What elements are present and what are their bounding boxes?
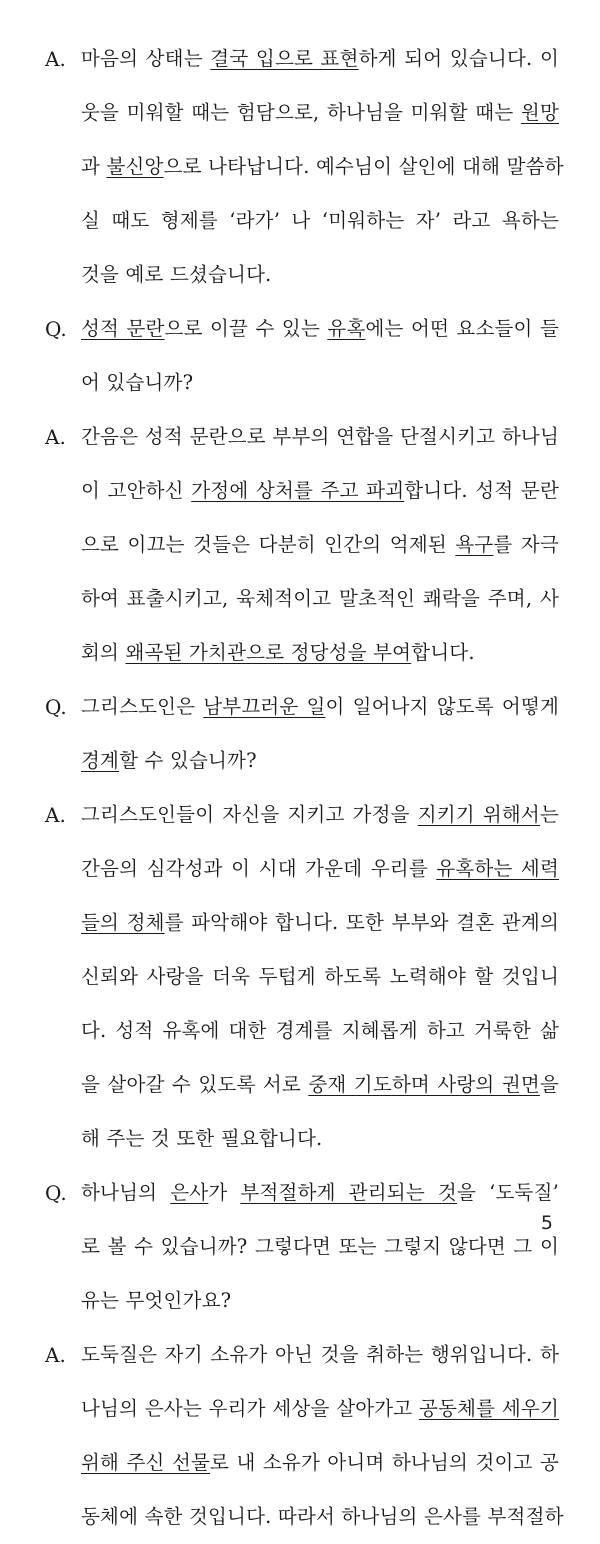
text-segment: 으로 나타납니다. 예수님이 살인에 대해 말씀하 [163,155,564,178]
text-segment: 로 볼 수 있습니까? 그렇다면 또는 그렇지 않다면 그 이 [81,1235,559,1258]
page-number: 5 [540,1212,553,1234]
text-line [81,302,559,356]
underlined-text: 성적 문란 [81,317,165,340]
text-line [81,572,559,626]
underlined-text: 원망 [520,101,559,124]
text-line [81,788,559,842]
underlined-text: 지키기 위해서 [417,803,540,826]
underlined-text: 결국 입으로 표현 [210,47,359,70]
answer-label: A. [45,425,66,449]
underlined-text: 유혹하는 세력 [436,857,560,880]
text-segment: 으로 이끄는 것들은 다분히 인간의 억제된 [81,533,456,556]
text-line [81,842,559,896]
text-line [81,518,559,572]
text-segment: 을 살아갈 수 있도록 서로 [81,1073,309,1096]
text-line [81,194,559,248]
underlined-text: 들의 정체 [81,911,165,934]
underlined-text: 가정에 상처를 주고 파괴 [191,479,405,502]
text-line [81,1058,559,1112]
text-line [81,1436,559,1490]
text-segment: 회의 [81,641,126,664]
underlined-text: 남부끄러운 일 [203,695,326,718]
text-line [81,896,559,950]
text-segment: 으로 이끌 수 있는 [164,317,328,340]
text-segment: 실 때도 형제를 ‘라가’ 나 ‘미워하는 자’ 라고 욕하는 [81,209,559,232]
text-line [81,1490,564,1544]
underlined-text: 불신앙 [106,155,164,178]
underlined-text: 위해 주신 선물 [81,1451,211,1474]
question-block [45,1166,560,1328]
underlined-text: 공동체를 세우기 [419,1397,559,1420]
text-segment: 에는 어떤 요소들이 들 [365,317,560,340]
text-segment: 웃을 미워할 때는 험담으로, 하나님을 미워할 때는 [81,101,521,124]
text-segment: 마음의 상태는 [81,47,211,70]
text-segment: 하나님의 [81,1181,171,1204]
answer-block [45,1328,564,1544]
text-segment: 다. 성적 유혹에 대한 경계를 지혜롭게 하고 거룩한 삶 [81,1019,559,1042]
underlined-text: 중재 기도하며 사랑의 권면 [308,1073,540,1096]
question-block [45,680,560,788]
answer-label: A. [45,803,66,827]
text-segment: 을 ‘도둑질’ [456,1181,560,1204]
text-segment: 그리스도인은 [81,695,204,718]
text-line [81,410,559,464]
text-line [81,464,559,518]
text-segment: 하게 되어 있습니다. 이 [358,47,559,70]
answer-label: A. [45,1343,66,1367]
text-line [81,680,559,734]
text-segment: 가 [208,1181,241,1204]
text-line [81,950,559,1004]
text-segment: 그리스도인들이 자신을 지키고 가정을 [81,803,418,826]
text-segment: 간음은 성적 문란으로 부부의 연합을 단절시키고 하나님 [81,425,559,448]
text-line [81,1274,559,1328]
text-segment: 합니다. [411,641,475,664]
text-segment: 이 고안하신 [81,479,192,502]
question-label: Q. [45,317,67,341]
text-segment: 것을 예로 드셨습니다. [81,263,272,286]
text-segment: 이 일어나지 않도록 어떻게 [325,695,559,718]
answer-block [45,410,560,680]
text-segment: 나님의 은사는 우리가 세상을 살아가고 [81,1397,420,1420]
text-segment: 할 수 있습니까? [119,749,257,772]
underlined-text: 부적절하게 관리되는 것 [240,1181,457,1204]
text-line [81,1382,559,1436]
underlined-text: 유혹 [327,317,366,340]
text-line [81,1220,559,1274]
text-segment: 는 [539,803,559,826]
text-segment: 합니다. 성적 문란 [404,479,559,502]
text-line [81,1166,559,1220]
underlined-text: 경계 [81,749,120,772]
text-line [81,734,559,788]
text-segment: 도둑질은 자기 소유가 아닌 것을 취하는 행위입니다. 하 [81,1343,559,1366]
text-segment: 과 [81,155,107,178]
question-label: Q. [45,695,67,719]
text-segment: 를 자극 [493,533,559,556]
text-line [81,86,559,140]
text-segment: 신뢰와 사랑을 더욱 두텁게 하도록 노력해야 할 것입니 [81,965,559,988]
text-segment: 하여 표출시키고, 육체적이고 말초적인 쾌락을 주며, 사 [81,587,559,610]
text-line [81,626,559,680]
text-segment: 해 주는 것 또한 필요합니다. [81,1127,323,1150]
text-segment: 동체에 속한 것입니다. 따라서 하나님의 은사를 부적절하 [81,1505,564,1528]
answer-label: A. [45,47,66,71]
text-line [81,32,559,86]
question-block [45,302,560,410]
text-line [81,1112,559,1166]
text-line [81,356,559,410]
underlined-text: 은사 [170,1181,209,1204]
text-line [81,1004,559,1058]
underlined-text: 욕구 [455,533,494,556]
answer-block [45,788,560,1166]
text-line [81,140,564,194]
text-segment: 로 내 소유가 아니며 하나님의 것이고 공 [210,1451,559,1474]
question-label: Q. [45,1181,67,1205]
text-line [81,248,559,302]
text-segment: 간음의 심각성과 이 시대 가운데 우리를 [81,857,437,880]
text-segment: 어 있습니까? [81,371,194,394]
answer-block [45,32,564,302]
text-segment: 를 파악해야 합니다. 또한 부부와 결혼 관계의 [164,911,559,934]
underlined-text: 왜곡된 가치관으로 정당성을 부여 [125,641,412,664]
text-segment: 을 [539,1073,559,1096]
text-line [81,1328,559,1382]
text-segment: 유는 무엇인가요? [81,1289,232,1312]
